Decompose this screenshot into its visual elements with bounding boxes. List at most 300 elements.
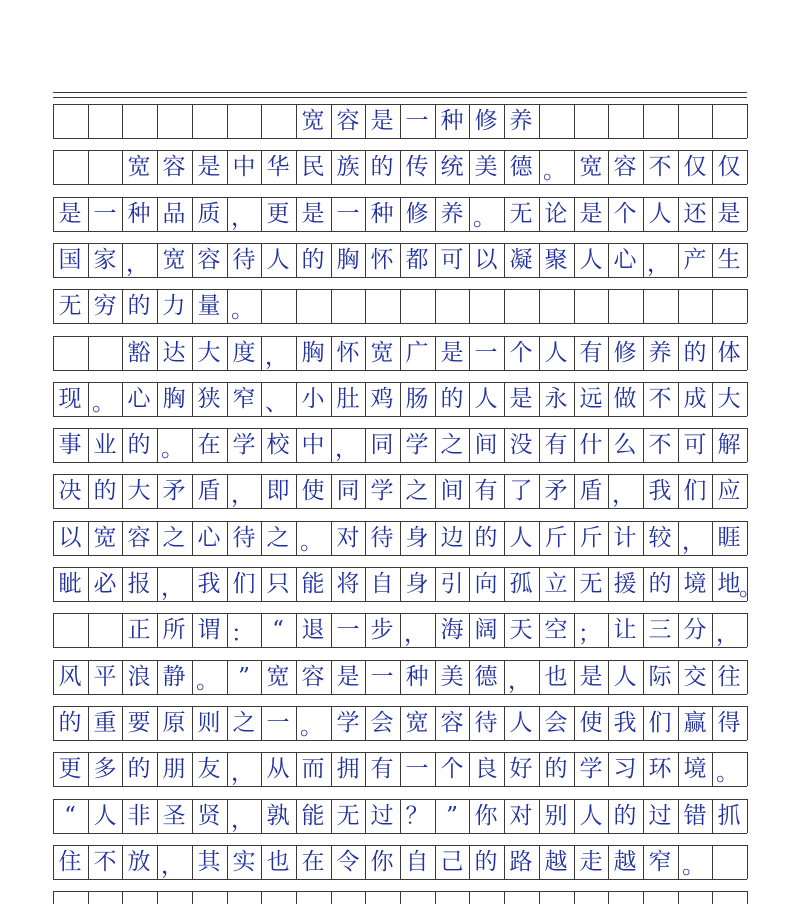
grid-vertical-line bbox=[53, 150, 54, 184]
essay-char: 也 bbox=[266, 848, 290, 875]
essay-char: ， bbox=[161, 575, 184, 601]
essay-char: 有 bbox=[544, 432, 568, 459]
essay-char: 的 bbox=[301, 246, 325, 273]
essay-char: 大 bbox=[127, 478, 151, 505]
essay-char: 会 bbox=[370, 709, 394, 736]
essay-char: 生 bbox=[717, 246, 741, 273]
grid-horizontal-line bbox=[53, 786, 747, 787]
essay-char: 地 bbox=[717, 571, 741, 597]
essay-char: 一 bbox=[474, 339, 498, 366]
title-char: 容 bbox=[336, 108, 360, 134]
essay-char: 的 bbox=[613, 802, 637, 829]
essay-char: 无 bbox=[579, 571, 603, 597]
essay-char: 路 bbox=[509, 848, 533, 875]
essay-char: 养 bbox=[440, 200, 464, 227]
essay-char: 达 bbox=[162, 339, 186, 366]
essay-char: 放 bbox=[127, 848, 151, 875]
essay-char: 使 bbox=[301, 478, 325, 505]
essay-char: 越 bbox=[544, 848, 568, 875]
essay-char: ； bbox=[578, 621, 601, 648]
essay-char: 走 bbox=[579, 848, 603, 875]
grid-vertical-line bbox=[435, 891, 436, 904]
essay-char: 原 bbox=[162, 709, 186, 736]
essay-char: 过 bbox=[648, 802, 672, 829]
grid-vertical-line bbox=[469, 891, 470, 904]
grid-vertical-line bbox=[539, 891, 540, 904]
essay-char: 之 bbox=[162, 524, 186, 551]
essay-char: ， bbox=[231, 760, 254, 787]
essay-char: 海 bbox=[440, 617, 464, 644]
title-char: 养 bbox=[509, 108, 533, 134]
grid-vertical-line bbox=[504, 289, 505, 323]
essay-char: 容 bbox=[613, 154, 637, 181]
essay-char: 仅 bbox=[683, 154, 707, 181]
essay-char: 仅 bbox=[717, 154, 741, 181]
grid-vertical-line bbox=[469, 289, 470, 323]
essay-char: 怀 bbox=[336, 339, 360, 366]
essay-char: 从 bbox=[266, 756, 290, 783]
essay-char: 中 bbox=[232, 154, 256, 181]
essay-char: 胸 bbox=[162, 385, 186, 412]
essay-char: 宽 bbox=[93, 524, 117, 551]
essay-char: 的 bbox=[683, 339, 707, 366]
essay-char: 么 bbox=[613, 432, 637, 459]
grid-vertical-line bbox=[678, 891, 679, 904]
essay-char: 。 bbox=[300, 713, 323, 740]
essay-char: 有 bbox=[370, 756, 394, 783]
essay-char: 则 bbox=[197, 709, 221, 736]
essay-char: 学 bbox=[232, 432, 256, 459]
essay-char: 。 bbox=[161, 436, 184, 463]
essay-char: 体 bbox=[717, 339, 741, 366]
essay-char: 。 bbox=[682, 852, 705, 879]
essay-char: 矛 bbox=[544, 478, 568, 505]
essay-char: 宽 bbox=[370, 339, 394, 366]
essay-char: 之 bbox=[405, 478, 429, 505]
essay-char: 己 bbox=[440, 848, 464, 875]
essay-char: 统 bbox=[440, 154, 464, 181]
essay-char: 产 bbox=[683, 246, 707, 273]
grid-vertical-line bbox=[296, 891, 297, 904]
essay-char: 的 bbox=[440, 385, 464, 412]
essay-char: 修 bbox=[405, 200, 429, 227]
essay-char: 种 bbox=[370, 200, 394, 227]
essay-char: 不 bbox=[648, 385, 672, 412]
essay-char: 做 bbox=[613, 385, 637, 412]
essay-char: 步 bbox=[370, 617, 394, 644]
grid-horizontal-line bbox=[53, 879, 747, 880]
essay-char: 援 bbox=[613, 571, 637, 597]
essay-char: 个 bbox=[509, 339, 533, 366]
essay-char: 身 bbox=[405, 524, 429, 551]
essay-char: 中 bbox=[301, 432, 325, 459]
essay-char: 好 bbox=[509, 756, 533, 783]
essay-char: 。 bbox=[92, 389, 115, 416]
grid-horizontal-line bbox=[53, 138, 747, 139]
essay-char: 种 bbox=[405, 663, 429, 690]
essay-char: 民 bbox=[301, 154, 325, 181]
essay-char: 一 bbox=[266, 709, 290, 736]
grid-vertical-line bbox=[608, 104, 609, 138]
essay-char: 校 bbox=[266, 432, 290, 459]
essay-char: 华 bbox=[266, 154, 290, 181]
essay-char: 可 bbox=[683, 432, 707, 459]
essay-char: 间 bbox=[474, 432, 498, 459]
essay-char: 越 bbox=[613, 848, 637, 875]
essay-char: ， bbox=[231, 482, 254, 509]
essay-char: 我 bbox=[613, 709, 637, 736]
essay-char: 实 bbox=[232, 848, 256, 875]
grid-vertical-line bbox=[88, 150, 89, 184]
essay-char: 个 bbox=[440, 756, 464, 783]
essay-char: 待 bbox=[474, 709, 498, 736]
essay-char: 凝 bbox=[509, 246, 533, 273]
grid-horizontal-line bbox=[53, 370, 747, 371]
grid-vertical-line bbox=[400, 891, 401, 904]
essay-char: 一 bbox=[370, 663, 394, 690]
title-char: 是 bbox=[370, 108, 394, 134]
grid-horizontal-line bbox=[53, 277, 747, 278]
essay-char: 你 bbox=[474, 802, 498, 829]
essay-char: 非 bbox=[127, 802, 151, 829]
essay-char: 我 bbox=[197, 571, 221, 597]
essay-char: 是 bbox=[336, 663, 360, 690]
top-border-line bbox=[53, 92, 747, 93]
essay-char: 无 bbox=[336, 802, 360, 829]
essay-char: 一 bbox=[405, 756, 429, 783]
essay-char: 业 bbox=[93, 432, 117, 459]
essay-char: 修 bbox=[613, 339, 637, 366]
essay-char: 能 bbox=[301, 571, 325, 597]
essay-char: 胸 bbox=[336, 246, 360, 273]
essay-char: 盾 bbox=[197, 478, 221, 505]
grid-horizontal-line bbox=[53, 601, 747, 602]
essay-char: 不 bbox=[648, 154, 672, 181]
grid-horizontal-line bbox=[53, 508, 747, 509]
essay-char: 无 bbox=[509, 200, 533, 227]
essay-char: 圣 bbox=[162, 802, 186, 829]
grid-horizontal-line bbox=[53, 184, 747, 185]
essay-char: 学 bbox=[336, 709, 360, 736]
essay-char: 族 bbox=[336, 154, 360, 181]
essay-char: 种 bbox=[127, 200, 151, 227]
title-char: 一 bbox=[405, 108, 429, 134]
essay-char: ， bbox=[682, 528, 705, 555]
essay-char: 人 bbox=[266, 246, 290, 273]
grid-vertical-line bbox=[53, 336, 54, 370]
grid-vertical-line bbox=[643, 891, 644, 904]
essay-char: 睚 bbox=[717, 524, 741, 551]
essay-char: 现 bbox=[58, 385, 82, 412]
essay-char: ， bbox=[716, 621, 739, 648]
essay-char: 。 bbox=[196, 667, 219, 694]
grid-vertical-line bbox=[747, 197, 748, 231]
grid-horizontal-line bbox=[53, 323, 747, 324]
essay-char: 所 bbox=[162, 617, 186, 644]
essay-char: 的 bbox=[58, 709, 82, 736]
grid-horizontal-line bbox=[53, 647, 747, 648]
essay-char: 我 bbox=[648, 478, 672, 505]
essay-char: 向 bbox=[474, 571, 498, 597]
essay-char: 学 bbox=[579, 756, 603, 783]
essay-char: 穷 bbox=[93, 293, 117, 320]
grid-vertical-line bbox=[608, 891, 609, 904]
essay-char: ， bbox=[231, 806, 254, 833]
essay-char: 赢 bbox=[683, 709, 707, 736]
essay-char: 空 bbox=[544, 617, 568, 644]
grid-vertical-line bbox=[331, 289, 332, 323]
essay-char: 计 bbox=[613, 524, 637, 551]
grid-horizontal-line bbox=[53, 555, 747, 556]
grid-vertical-line bbox=[296, 289, 297, 323]
essay-char: 以 bbox=[58, 524, 82, 551]
essay-char: 住 bbox=[58, 848, 82, 875]
essay-char: 可 bbox=[440, 246, 464, 273]
title-char: 修 bbox=[474, 108, 498, 134]
essay-char: 人 bbox=[613, 663, 637, 690]
essay-char: 宽 bbox=[127, 154, 151, 181]
essay-char: 抓 bbox=[717, 802, 741, 829]
essay-char: 容 bbox=[197, 246, 221, 273]
essay-char: 大 bbox=[717, 385, 741, 412]
grid-vertical-line bbox=[365, 891, 366, 904]
essay-char: 。 bbox=[300, 528, 323, 555]
essay-char: 。 bbox=[739, 575, 762, 601]
essay-char: 是 bbox=[509, 385, 533, 412]
essay-char: 交 bbox=[683, 663, 707, 690]
essay-char: 其 bbox=[197, 848, 221, 875]
essay-char: 是 bbox=[717, 200, 741, 227]
essay-char: 谓 bbox=[197, 617, 221, 644]
essay-char: 量 bbox=[197, 293, 221, 320]
essay-char: 广 bbox=[405, 339, 429, 366]
title-char: 宽 bbox=[301, 108, 325, 134]
essay-char: 都 bbox=[405, 246, 429, 273]
essay-char: 平 bbox=[93, 663, 117, 690]
essay-char: 朋 bbox=[162, 756, 186, 783]
essay-char: ， bbox=[647, 250, 670, 277]
essay-char: 宽 bbox=[266, 663, 290, 690]
essay-char: 阔 bbox=[474, 617, 498, 644]
grid-horizontal-line bbox=[53, 694, 747, 695]
essay-char: 怀 bbox=[370, 246, 394, 273]
essay-char: 风 bbox=[58, 663, 82, 690]
essay-char: 报 bbox=[127, 571, 151, 597]
grid-horizontal-line bbox=[53, 462, 747, 463]
essay-char: 人 bbox=[579, 246, 603, 273]
essay-char: 德 bbox=[474, 663, 498, 690]
essay-char: 往 bbox=[717, 663, 741, 690]
grid-vertical-line bbox=[157, 104, 158, 138]
essay-char: 境 bbox=[683, 756, 707, 783]
essay-char: 、 bbox=[265, 389, 288, 416]
essay-char: 一 bbox=[336, 617, 360, 644]
essay-char: 多 bbox=[93, 756, 117, 783]
essay-char: 国 bbox=[58, 246, 82, 273]
essay-char: 会 bbox=[544, 709, 568, 736]
essay-char: 环 bbox=[648, 756, 672, 783]
essay-char: ” bbox=[446, 802, 458, 829]
essay-char: 没 bbox=[509, 432, 533, 459]
grid-vertical-line bbox=[192, 891, 193, 904]
essay-char: 人 bbox=[509, 709, 533, 736]
essay-char: 还 bbox=[683, 200, 707, 227]
grid-vertical-line bbox=[678, 104, 679, 138]
essay-char: 的 bbox=[127, 432, 151, 459]
essay-char: 过 bbox=[370, 802, 394, 829]
essay-char: 是 bbox=[301, 200, 325, 227]
essay-char: 退 bbox=[301, 617, 325, 644]
grid-vertical-line bbox=[539, 104, 540, 138]
essay-char: 友 bbox=[197, 756, 221, 783]
essay-char: 是 bbox=[440, 339, 464, 366]
essay-char: 心 bbox=[197, 524, 221, 551]
essay-char: 窄 bbox=[648, 848, 672, 875]
essay-char: “ bbox=[64, 802, 76, 829]
essay-char: 窄 bbox=[232, 385, 256, 412]
essay-char: 人 bbox=[93, 802, 117, 829]
essay-char: 境 bbox=[683, 571, 707, 597]
grid-horizontal-line bbox=[53, 416, 747, 417]
essay-char: 胸 bbox=[301, 339, 325, 366]
essay-char: ： bbox=[231, 621, 254, 648]
essay-char: 容 bbox=[440, 709, 464, 736]
essay-char: 美 bbox=[474, 154, 498, 181]
essay-char: 人 bbox=[474, 385, 498, 412]
essay-char: ， bbox=[161, 852, 184, 879]
essay-char: 孤 bbox=[509, 571, 533, 597]
essay-char: 间 bbox=[440, 478, 464, 505]
top-border-line bbox=[53, 97, 747, 98]
grid-vertical-line bbox=[331, 891, 332, 904]
essay-char: 的 bbox=[370, 154, 394, 181]
essay-char: 论 bbox=[544, 200, 568, 227]
essay-char: 别 bbox=[544, 802, 568, 829]
essay-char: 不 bbox=[93, 848, 117, 875]
grid-vertical-line bbox=[88, 336, 89, 370]
essay-char: 静 bbox=[162, 663, 186, 690]
essay-char: 令 bbox=[336, 848, 360, 875]
essay-char: 得 bbox=[717, 709, 741, 736]
essay-char: 将 bbox=[336, 571, 360, 597]
essay-char: 品 bbox=[162, 200, 186, 227]
essay-char: “ bbox=[272, 617, 284, 644]
grid-vertical-line bbox=[88, 891, 89, 904]
essay-char: 自 bbox=[370, 571, 394, 597]
essay-char: ， bbox=[265, 343, 288, 370]
title-char: 种 bbox=[440, 108, 464, 134]
essay-char: 斤 bbox=[544, 524, 568, 551]
essay-char: 自 bbox=[405, 848, 429, 875]
essay-char: 人 bbox=[509, 524, 533, 551]
grid-vertical-line bbox=[53, 613, 54, 647]
essay-char: 三 bbox=[648, 617, 672, 644]
grid-vertical-line bbox=[400, 289, 401, 323]
grid-vertical-line bbox=[678, 289, 679, 323]
essay-char: 养 bbox=[648, 339, 672, 366]
grid-vertical-line bbox=[574, 104, 575, 138]
grid-vertical-line bbox=[261, 891, 262, 904]
essay-char: 德 bbox=[509, 154, 533, 181]
essay-char: 事 bbox=[58, 432, 82, 459]
grid-vertical-line bbox=[747, 104, 748, 138]
essay-char: 们 bbox=[683, 478, 707, 505]
essay-char: 必 bbox=[93, 571, 117, 597]
grid-horizontal-line bbox=[53, 833, 747, 834]
grid-vertical-line bbox=[747, 660, 748, 694]
essay-char: 的 bbox=[93, 478, 117, 505]
grid-vertical-line bbox=[747, 150, 748, 184]
essay-char: 了 bbox=[509, 478, 533, 505]
essay-char: 是 bbox=[579, 663, 603, 690]
essay-char: 聚 bbox=[544, 246, 568, 273]
essay-char: 立 bbox=[544, 571, 568, 597]
essay-char: 较 bbox=[648, 524, 672, 551]
essay-char: 眦 bbox=[58, 571, 82, 597]
grid-vertical-line bbox=[643, 289, 644, 323]
essay-char: 之 bbox=[266, 524, 290, 551]
essay-char: 小 bbox=[301, 385, 325, 412]
essay-char: 不 bbox=[648, 432, 672, 459]
essay-char: 重 bbox=[93, 709, 117, 736]
grid-vertical-line bbox=[747, 706, 748, 740]
essay-char: 家 bbox=[93, 246, 117, 273]
essay-char: 人 bbox=[579, 802, 603, 829]
essay-char: 在 bbox=[197, 432, 221, 459]
grid-vertical-line bbox=[122, 104, 123, 138]
essay-char: 。 bbox=[473, 204, 496, 231]
essay-char: 的 bbox=[648, 571, 672, 597]
grid-vertical-line bbox=[504, 891, 505, 904]
essay-char: 孰 bbox=[266, 802, 290, 829]
grid-vertical-line bbox=[712, 289, 713, 323]
grid-vertical-line bbox=[574, 891, 575, 904]
essay-char: 际 bbox=[648, 663, 672, 690]
grid-vertical-line bbox=[157, 891, 158, 904]
essay-char: 拥 bbox=[336, 756, 360, 783]
essay-char: 学 bbox=[370, 478, 394, 505]
essay-char: 狭 bbox=[197, 385, 221, 412]
essay-char: 边 bbox=[440, 524, 464, 551]
essay-char: 肚 bbox=[336, 385, 360, 412]
grid-vertical-line bbox=[88, 613, 89, 647]
essay-char: ， bbox=[404, 621, 427, 648]
essay-char: 。 bbox=[716, 760, 739, 787]
grid-vertical-line bbox=[712, 891, 713, 904]
essay-char: 心 bbox=[613, 246, 637, 273]
grid-vertical-line bbox=[747, 799, 748, 833]
essay-char: ， bbox=[231, 204, 254, 231]
essay-char: 你 bbox=[370, 848, 394, 875]
essay-char: 心 bbox=[127, 385, 151, 412]
grid-vertical-line bbox=[574, 289, 575, 323]
essay-char: 一 bbox=[93, 200, 117, 227]
grid-vertical-line bbox=[261, 104, 262, 138]
essay-char: 质 bbox=[197, 200, 221, 227]
essay-char: 的 bbox=[127, 293, 151, 320]
essay-char: ， bbox=[612, 482, 635, 509]
essay-char: 的 bbox=[474, 848, 498, 875]
essay-char: 个 bbox=[613, 200, 637, 227]
grid-vertical-line bbox=[53, 891, 54, 904]
grid-vertical-line bbox=[53, 104, 54, 138]
essay-char: 一 bbox=[336, 200, 360, 227]
grid-vertical-line bbox=[747, 845, 748, 879]
essay-char: 力 bbox=[162, 293, 186, 320]
essay-char: 待 bbox=[232, 246, 256, 273]
essay-char: 决 bbox=[58, 478, 82, 505]
essay-char: 只 bbox=[266, 571, 290, 597]
